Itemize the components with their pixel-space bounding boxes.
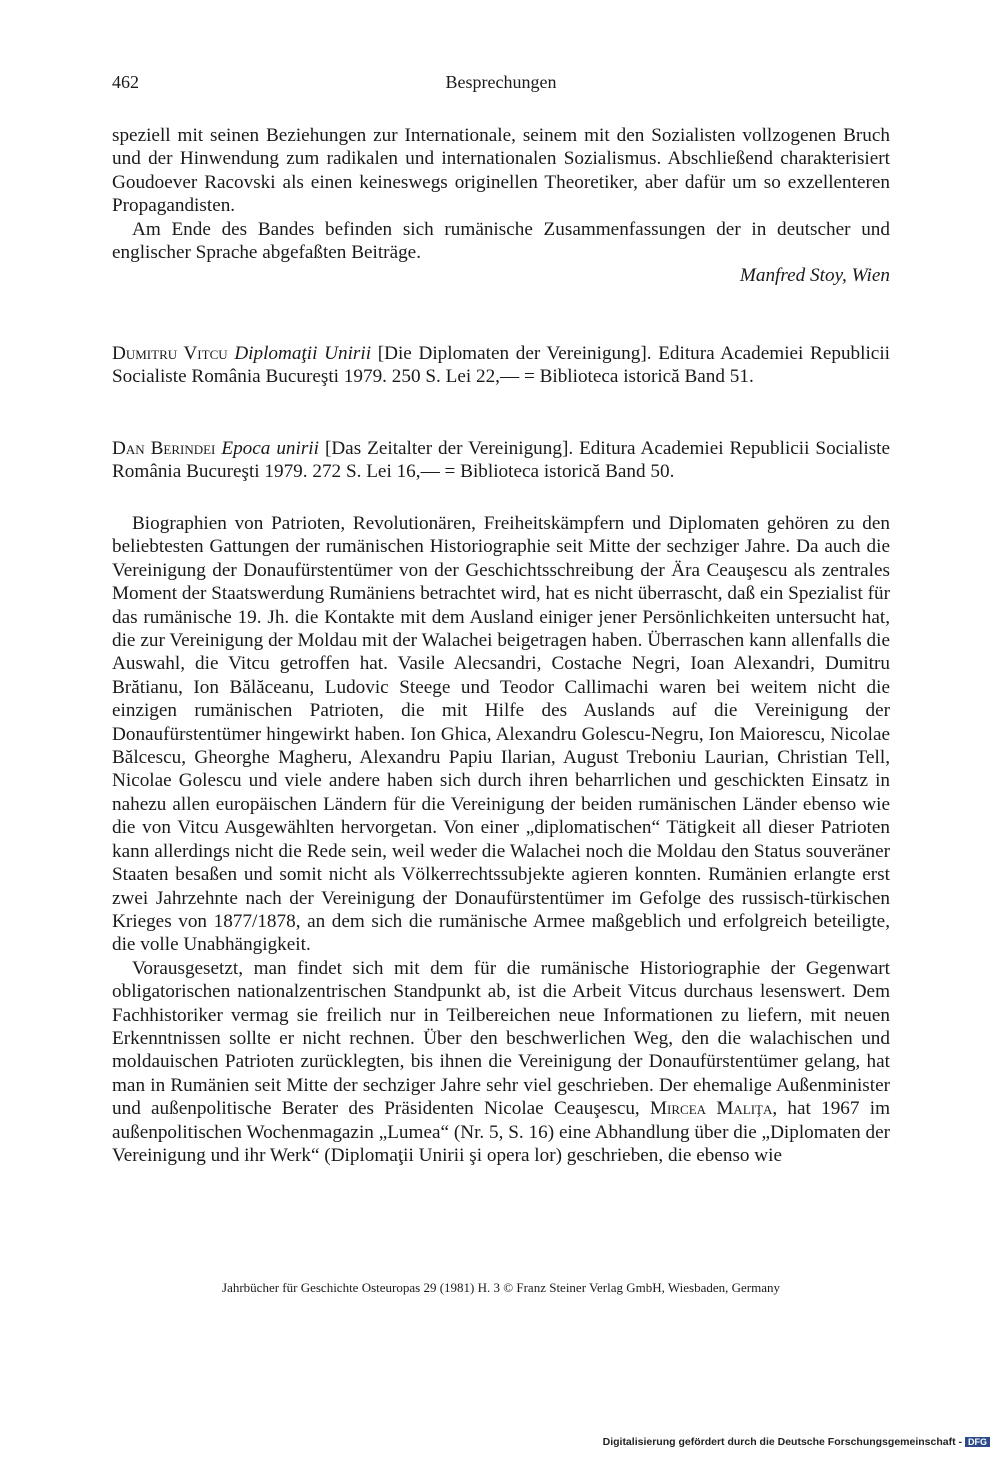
previous-review-paragraph-1: speziell mit seinen Beziehungen zur Internationale, seinem mit den Sozialisten vollzogenen Bruch und der Hinwendung zum radikalen und internationalen Sozialismus. Abschließend charakterisiert Goudoever Racovski als einen keineswegs originellen Theoretiker, aber dafür um so exzellenteren Propagandisten.	[112, 125, 890, 217]
journal-citation-footer: Jahrbücher für Geschichte Osteuropas 29 (1981) H. 3 © Franz Steiner Verlag GmbH, Wiesbaden, Germany	[222, 1280, 780, 1295]
review-paragraph-2-text-a: Vorausgesetzt, man findet sich mit dem für die rumänische Historiographie der Gegenwart obligatorischen nationalzentrischen Standpunkt ab, ist die Arbeit Vitcus durchaus lesenswert. Dem Fachhistoriker vermag sie freilich nur in Teilbereichen neue Informationen zu liefern, mit neuen Erkenntnissen sollte er nicht rechnen. Über den beschwerlichen Weg, den die walachischen und moldauischen Patrioten zurücklegten, bis ihnen die Vereinigung der Donaufürstentümer gelang, hat man in Rumänien seit Mitte der sechziger Jahre sehr viel geschrieben. Der ehemalige Außenminister und außenpolitische Berater des Präsidenten Nicolae Ceauşescu,	[112, 957, 890, 1120]
page-header	[112, 72, 890, 96]
review-paragraph-2-text-b: , hat 1967 im außenpolitischen Wochenmagazin „Lumea“ (Nr. 5, S. 16) eine Abhandlung über die „Diplomaten der Vereinigung und ihr Werk“ (Diplomaţii Unirii şi opera lor) geschrieben, die ebenso wie	[112, 1098, 891, 1166]
bibliography-title: Diplomaţii Unirii	[234, 343, 372, 364]
reviewer-signature: Manfred Stoy, Wien	[739, 265, 890, 287]
previous-review-section	[112, 124, 890, 288]
previous-review-paragraph-2: Am Ende des Bandes befinden sich rumänische Zusammenfassungen der in deutscher und englischer Sprache abgefaßten Beiträge.	[112, 218, 890, 264]
bibliography-details: [Das Zeitalter der Vereinigung]. Editura Academiei Republicii Socialiste România Bucureşti 1979. 272 S. Lei 16,— = Biblioteca istorică Band 50.	[112, 438, 891, 483]
bibliography-author: Dan Berindei	[112, 438, 216, 459]
bibliography-entry-vitcu	[112, 342, 890, 389]
bibliography-title: Epoca unirii	[221, 438, 319, 459]
dfg-logo: DFG	[965, 1437, 990, 1447]
digitization-text: Digitalisierung gefördert durch die Deutsche Forschungsgemeinschaft -	[602, 1436, 962, 1448]
bibliography-author: Dumitru Vitcu	[112, 343, 228, 364]
digitization-notice	[603, 1436, 990, 1448]
review-paragraph-1: Biographien von Patrioten, Revolutionären, Freiheitskämpfern und Diplomaten gehören zu den beliebtesten Gattungen der rumänischen Historiographie seit Mitte der sechziger Jahre. Da auch die Vereinigung der Donaufürstentümer von der Geschichtsschreibung der Ära Ceauşescu als zentrales Moment der Staatswerdung Rumäniens betrachtet wird, hat es nicht überrascht, daß ein Spezialist für das rumänische 19. Jh. die Kontakte mit dem Ausland einiger jener Persönlichkeiten untersucht hat, die zur Vereinigung der Moldau mit der Walachei beigetragen haben. Überraschen kann allenfalls die Auswahl, die Vitcu getroffen hat. Vasile Alecsandri, Costache Negri, Ioan Alexandri, Dumitru Brătianu, Ion Bălăceanu, Ludovic Steege und Teodor Callimachi waren bei weitem nicht die einzigen rumänischen Patrioten, die mit Hilfe des Auslands auf die Vereinigung der Donaufürstentümer hingewirkt haben. Ion Ghica, Alexandru Golescu-Negru, Ion Maiorescu, Nicolae Bălcescu, Gheorghe Magheru, Alexandru Papiu Ilarian, August Treboniu Laurian, Christian Tell, Nicolae Golescu und viele andere haben sich durch ihren beharrlichen und geschickten Einsatz in nahezu allen europäischen Ländern für die Vereinigung der beiden rumänischen Länder ebenso wie die von Vitcu Ausgewählten hervorgetan. Von einer „diplomatischen“ Tätigkeit all dieser Patrioten kann allerdings nicht die Rede sein, weil weder die Walachei noch die Moldau den Status souveräner Staaten besaßen und somit nicht als Völkerrechtssubjekte agieren konnten. Rumänien erlangte erst zwei Jahrzehnte nach der Vereinigung der Donaufürstentümer im Gefolge des russisch-türkischen Krieges von 1877/1878, an dem sich die rumänische Armee maßgeblich und erfolgreich beteiligte, die volle Unabhängigkeit.	[112, 513, 890, 956]
bibliography-details: [Die Diplomaten der Vereinigung]. Editura Academiei Republicii Socialiste România Bucureşti 1979. 250 S. Lei 22,— = Biblioteca istorică Band 51.	[112, 343, 890, 388]
page-number: 462	[112, 72, 139, 92]
running-head: Besprechungen	[445, 72, 557, 92]
review-body	[112, 512, 890, 1167]
bibliography-entry-berindei	[112, 437, 890, 484]
review-paragraph-2	[112, 957, 890, 1168]
person-name: Mircea Maliţa	[650, 1098, 773, 1120]
